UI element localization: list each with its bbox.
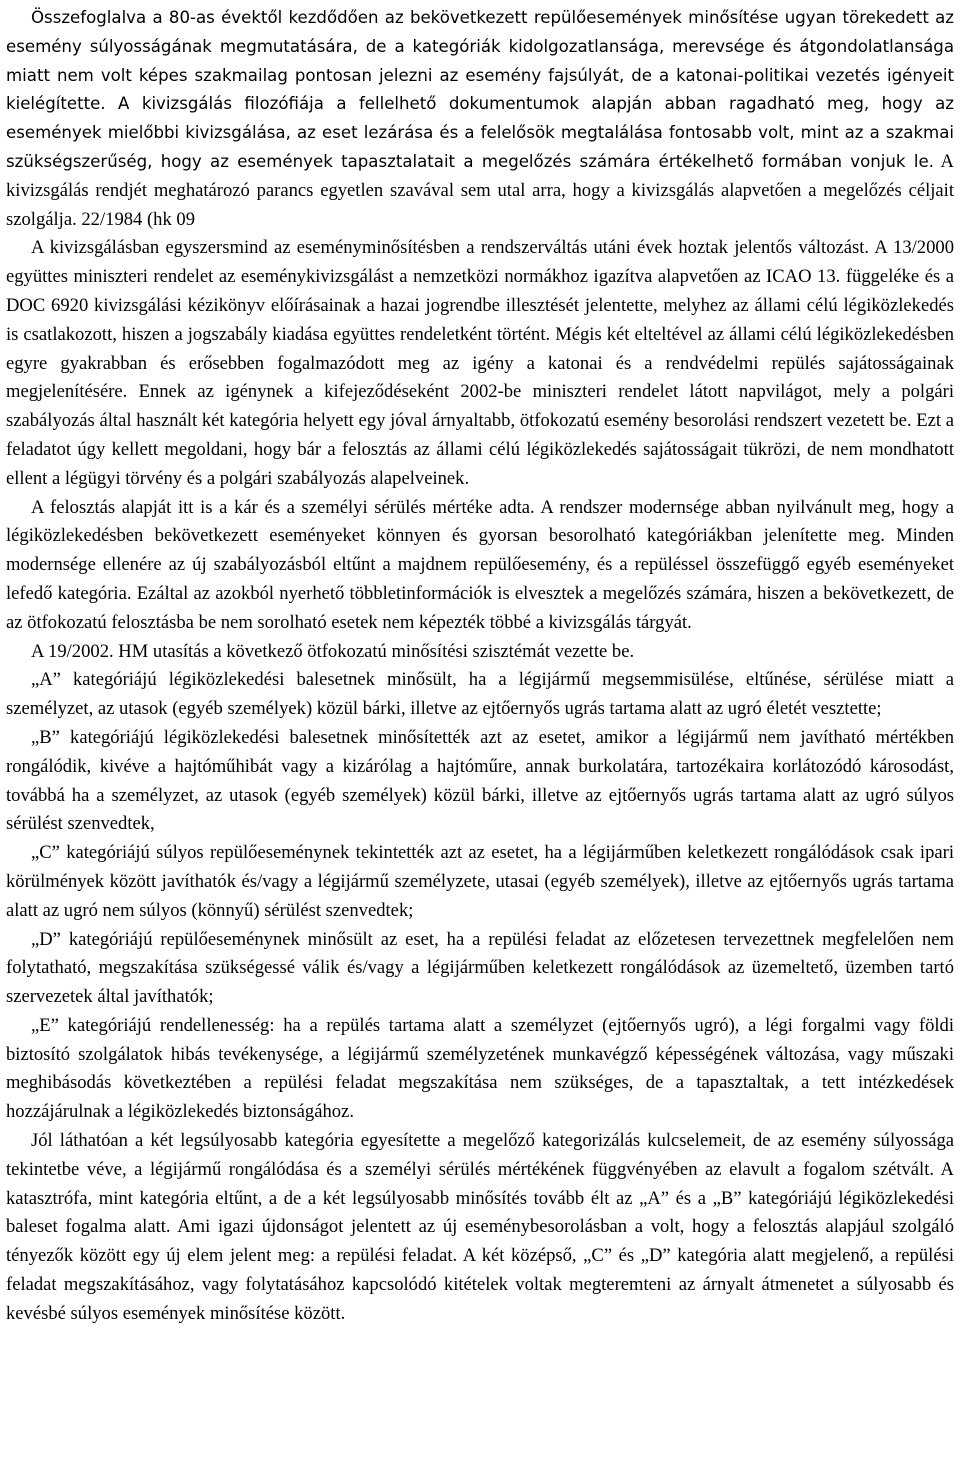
paragraph-category-d: [6, 926, 954, 1012]
paragraph-category-b-text: „B” kategóriájú légiközlekedési balesetnek minősítették azt az esetet, amikor a légijármű nem javítható mértékben rongálódik, kivéve a hajtóműhibát vagy a kizárólag a hajtóműre, annak burkolatára, tartozékaira korlátozódó károsodást, továbbá ha a személyzet, az utasok (egyéb személyek) közül bárki, illetve az ejtőernyős ugrás tartama alatt az ugró súlyos sérülést szenvedtek,: [6, 726, 954, 835]
paragraph-category-d-text: „D” kategóriájú repülőeseménynek minősült az eset, ha a repülési feladat az előzetesen tervezettnek megfelelően nem folytatható, megszakítása szükségessé válik és/vagy a légijárműben keletkezett rongálódások az üzemeltető, üzemben tartó szervezetek által javíthatók;: [6, 928, 954, 1008]
paragraph-category-b: [6, 724, 954, 839]
paragraph-category-c: [6, 839, 954, 925]
paragraph-category-a-text: „A” kategóriájú légiközlekedési balesetnek minősült, ha a légijármű megsemmisülése, eltűnése, sérülése miatt a személyzet, az utasok (egyéb személyek) közül bárki, illetve az ejtőernyős ugrás tartama alatt az ugró életét vesztette;: [6, 669, 954, 720]
paragraph-category-a: [6, 666, 954, 724]
paragraph-category-e-text: „E” kategóriájú rendellenesség: ha a repülés tartama alatt a személyzet (ejtőernyős ugró), a légi forgalmi vagy földi biztosító szolgálatok hibás tevékenysége, a légijármű személyzetének munkavégző képességének változása, vagy műszaki meghibásodás következtében a repülési feladat megszakítása nem szükséges, de a tapasztaltak, a tett intézkedések hozzájárulnak a légiközlekedés biztonságához.: [6, 1014, 954, 1123]
paragraph-category-c-text: „C” kategóriájú súlyos repülőeseménynek tekintették azt az esetet, ha a légijárműben keletkezett rongálódások csak ipari körülmények között javíthatók és/vagy a légijármű személyzete, utasai (egyéb személyek), illetve az ejtőernyős ugrás tartama alatt az ugró nem súlyos (könnyű) sérülést szenvedtek;: [6, 842, 954, 921]
paragraph-classification-basis: [6, 494, 954, 638]
paragraph-summary: [6, 4, 954, 234]
paragraph-regime-change: [6, 234, 954, 493]
paragraph-summary-continuation: A kivizsgálás rendjét meghatározó parancs egyetlen szavával sem utal arra, hogy a kivizsgálás alapvetően a megelőzés céljait szolgálja. 22/1984 (hk 09: [6, 150, 954, 230]
paragraph-hm-directive: [6, 638, 954, 667]
paragraph-conclusion: [6, 1127, 954, 1329]
paragraph-regime-change-text: A kivizsgálásban egyszersmind az eseményminősítésben a rendszerváltás utáni évek hoztak jelentős változást. A 13/2000 együttes miniszteri rendelet az eseménykivizsgálást a nemzetközi normákhoz igazítva alapvetően az ICAO 13. függeléke és a DOC 6920 kivizsgálási kézikönyv előírásainak a hazai jogrendbe illesztését jelentette, melyhez az állami célú légiközlekedés is csatlakozott, hiszen a jogszabály kiadása együttes rendeletként történt. Mégis két elteltével az állami célú légiközlekedésben egyre gyakrabban és erősebben fogalmazódott meg az igény a katonai és a rendvédelmi repülés sajátosságainak megjelenítésére. Ennek az igénynek a kifejeződéseként 2002-be miniszteri rendelet látott napvilágot, mely a polgári szabályozás által használt két kategória helyett egy jóval árnyaltabb, ötfokozatú esemény besorolási rendszert vezetett be. Ezt a feladatot úgy kellett megoldani, hogy bár a felosztás az állami célú légiközlekedés sajátosságait tükrözi, de nem mondhatott ellent a légügyi törvény és a polgári szabályozás alapelveinek.: [6, 237, 954, 489]
paragraph-hm-directive-text: A 19/2002. HM utasítás a következő ötfokozatú minősítési szisztémát vezette be.: [31, 640, 635, 662]
paragraph-category-e: [6, 1012, 954, 1127]
paragraph-summary-text: Összefoglalva a 80-as évektől kezdődően az bekövetkezett repülőesemények minősítése ugyan törekedett az esemény súlyosságának megmutatására, de a kategóriák kidolgozatlansága, merevsége és átgondolatlansága miatt nem volt képes szakmailag pontosan jelezni az esemény fajsúlyát, de a katonai-politikai vezetés igényeit kielégítette. A kivizsgálás filozófiája a fellelhető dokumentumok alapján abban ragadható meg, hogy az események mielőbbi kivizsgálása, az eset lezárása és a felelősök megtalálása fontosabb volt, mint az a szakmai szükségszerűség, hogy az események tapasztalatait a megelőzés számára értékelhető formában vonjuk le.: [6, 8, 954, 171]
paragraph-conclusion-text: Jól láthatóan a két legsúlyosabb kategória egyesítette a megelőző kategorizálás kulcselemeit, de az esemény súlyossága tekintetbe véve, a légijármű rongálódása és a személyi sérülés mértékének függvényében az elavult a fogalom szétvált. A katasztrófa, mint kategória eltűnt, a de a két legsúlyosabb minősítés tovább élt az „A” és a „B” kategóriájú légiközlekedési baleset fogalma alatt. Ami igazi újdonságot jelentett az új eseménybesorolásban a volt, hogy a felosztás alapjául szolgáló tényezők között egy új elem jelent meg: a repülési feladat. A két középső, „C” és „D” kategória alatt megjelenő, a repülési feladat megszakításához, vagy folytatásához kapcsolódó kitételek voltak megteremteni az árnyalt átmenetet a súlyosabb és kevésbé súlyos események minősítése között.: [6, 1130, 954, 1324]
paragraph-classification-basis-text: A felosztás alapját itt is a kár és a személyi sérülés mértéke adta. A rendszer modernsége abban nyilvánult meg, hogy a légiközlekedésben bekövetkezett eseményeket könnyen és gyorsan besorolható kategóriákban jelenítette meg. Minden modernsége ellenére az új szabályozásból eltűnt a majdnem repülőesemény, és a repüléssel összefüggő egyéb eseményeket lefedő kategória. Ezáltal az azokból nyerhető többletinformációk is elvesztek a megelőzés számára, hiszen a bekövetkezett, de az ötfokozatú felosztásba be nem sorolható esetek nem képezték többé a kivizsgálás tárgyát.: [6, 496, 954, 633]
